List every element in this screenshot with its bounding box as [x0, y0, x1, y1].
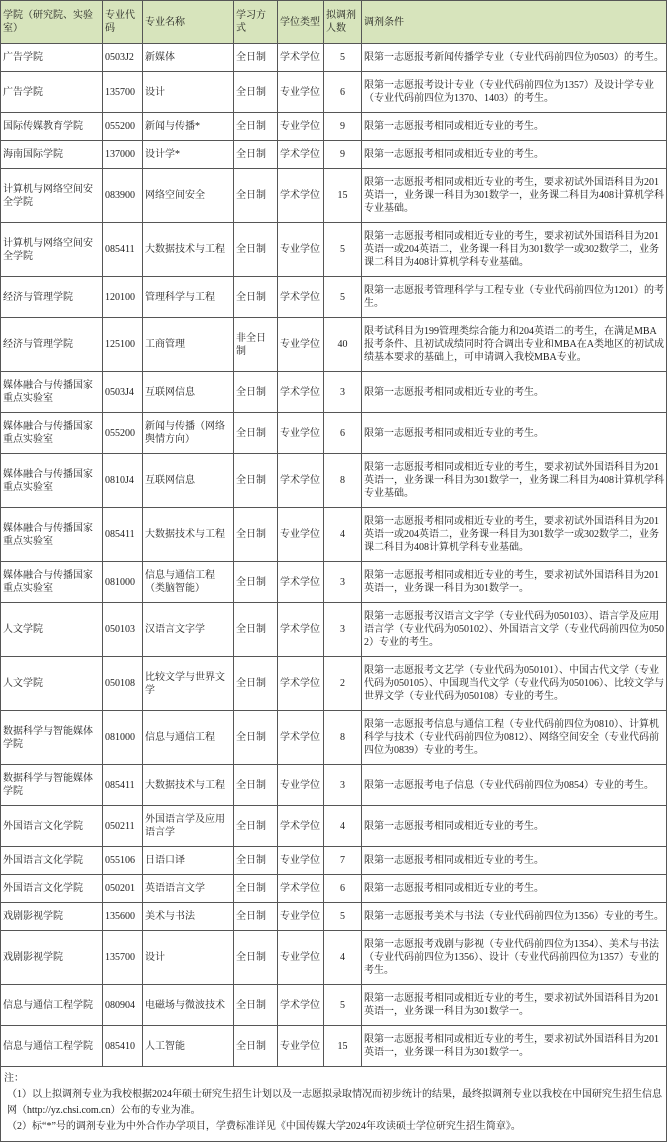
cell-study-mode: 全日制	[234, 765, 278, 806]
cell-degree-type: 学术学位	[278, 141, 324, 169]
cell-degree-type: 专业学位	[278, 765, 324, 806]
cell-major-code: 135700	[103, 931, 143, 985]
cell-degree-type: 专业学位	[278, 847, 324, 875]
table-row	[1, 875, 667, 903]
cell-study-mode: 全日制	[234, 985, 278, 1026]
cell-study-mode: 全日制	[234, 141, 278, 169]
cell-college: 广告学院	[1, 44, 103, 72]
cell-study-mode: 全日制	[234, 454, 278, 508]
cell-college: 经济与管理学院	[1, 277, 103, 318]
cell-major-code: 081000	[103, 711, 143, 765]
table-row	[1, 44, 667, 72]
cell-degree-type: 专业学位	[278, 903, 324, 931]
cell-degree-type: 学术学位	[278, 603, 324, 657]
cell-major-code: 120100	[103, 277, 143, 318]
cell-condition: 限第一志愿报考相同或相近专业的考生。	[362, 875, 667, 903]
cell-college: 信息与通信工程学院	[1, 985, 103, 1026]
table-row	[1, 318, 667, 372]
cell-condition: 限第一志愿报考相同或相近专业的考生。	[362, 413, 667, 454]
cell-quota: 8	[324, 711, 362, 765]
cell-college: 戏剧影视学院	[1, 931, 103, 985]
cell-condition: 限第一志愿报考相同或相近专业的考生，要求初试外国语科目为201英语一或204英语二，业务课一科目为301数学一或302数学二，业务课二科目为408计算机学科专业基础。	[362, 223, 667, 277]
cell-major-name: 设计	[143, 72, 234, 113]
cell-degree-type: 学术学位	[278, 454, 324, 508]
cell-major-name: 新媒体	[143, 44, 234, 72]
cell-major-code: 050201	[103, 875, 143, 903]
cell-degree-type: 学术学位	[278, 562, 324, 603]
cell-major-code: 055200	[103, 113, 143, 141]
cell-major-code: 055106	[103, 847, 143, 875]
cell-quota: 4	[324, 806, 362, 847]
cell-degree-type: 专业学位	[278, 223, 324, 277]
cell-degree-type: 专业学位	[278, 508, 324, 562]
cell-quota: 8	[324, 454, 362, 508]
table-row	[1, 903, 667, 931]
cell-college: 信息与通信工程学院	[1, 1026, 103, 1067]
cell-study-mode: 全日制	[234, 847, 278, 875]
cell-college: 媒体融合与传播国家重点实验室	[1, 413, 103, 454]
cell-major-name: 管理科学与工程	[143, 277, 234, 318]
cell-study-mode: 全日制	[234, 657, 278, 711]
cell-college: 媒体融合与传播国家重点实验室	[1, 372, 103, 413]
cell-study-mode: 全日制	[234, 1026, 278, 1067]
cell-condition: 限第一志愿报考戏剧与影视（专业代码前四位为1354）、美术与书法（专业代码前四位为1356）、设计（专业代码前四位为1357）专业的考生。	[362, 931, 667, 985]
cell-major-name: 设计学*	[143, 141, 234, 169]
col-header-major-name: 专业名称	[143, 1, 234, 44]
cell-major-code: 050103	[103, 603, 143, 657]
cell-major-name: 互联网信息	[143, 454, 234, 508]
cell-major-code: 0503J2	[103, 44, 143, 72]
cell-condition: 限第一志愿报考设计专业（专业代码前四位为1357）及设计学专业（专业代码前四位为1370、1403）的考生。	[362, 72, 667, 113]
cell-college: 外国语言文化学院	[1, 875, 103, 903]
cell-major-code: 085410	[103, 1026, 143, 1067]
cell-condition: 限第一志愿报考相同或相近专业的考生，要求初试外国语科目为201英语一，业务课一科目为301数学一。	[362, 1026, 667, 1067]
cell-major-code: 085411	[103, 765, 143, 806]
cell-major-code: 0810J4	[103, 454, 143, 508]
table-row	[1, 508, 667, 562]
col-header-degree-type: 学位类型	[278, 1, 324, 44]
cell-quota: 6	[324, 413, 362, 454]
cell-condition: 限考试科目为199管理类综合能力和204英语二的考生，在满足MBA报考条件、且初试成绩同时符合调出专业和MBA在A类地区的初试成绩基本要求的基础上，可申请调入我校MBA专业。	[362, 318, 667, 372]
cell-study-mode: 全日制	[234, 603, 278, 657]
cell-study-mode: 全日制	[234, 806, 278, 847]
cell-degree-type: 专业学位	[278, 113, 324, 141]
cell-study-mode: 非全日制	[234, 318, 278, 372]
cell-college: 经济与管理学院	[1, 318, 103, 372]
cell-condition: 限第一志愿报考管理科学与工程专业（专业代码前四位为1201）的考生。	[362, 277, 667, 318]
cell-major-name: 美术与书法	[143, 903, 234, 931]
cell-college: 媒体融合与传播国家重点实验室	[1, 454, 103, 508]
cell-quota: 5	[324, 277, 362, 318]
notes-label: 注：	[4, 1073, 24, 1084]
cell-degree-type: 学术学位	[278, 277, 324, 318]
cell-major-code: 137000	[103, 141, 143, 169]
cell-college: 广告学院	[1, 72, 103, 113]
cell-degree-type: 学术学位	[278, 875, 324, 903]
cell-major-code: 083900	[103, 169, 143, 223]
notes-cell	[1, 1067, 667, 1142]
table-footer	[1, 1067, 667, 1142]
table-row	[1, 806, 667, 847]
cell-quota: 15	[324, 1026, 362, 1067]
cell-study-mode: 全日制	[234, 277, 278, 318]
cell-college: 计算机与网络空间安全学院	[1, 223, 103, 277]
col-header-study-mode: 学习方式	[234, 1, 278, 44]
cell-degree-type: 学术学位	[278, 711, 324, 765]
cell-major-name: 大数据技术与工程	[143, 765, 234, 806]
table-body	[1, 44, 667, 1067]
table-row	[1, 277, 667, 318]
cell-study-mode: 全日制	[234, 113, 278, 141]
cell-quota: 40	[324, 318, 362, 372]
table-row	[1, 847, 667, 875]
cell-college: 数据科学与智能媒体学院	[1, 765, 103, 806]
col-header-condition: 调剂条件	[362, 1, 667, 44]
note-item-2: （2）标“*”号的调剂专业为中外合作办学项目，学费标准详见《中国传媒大学2024年攻读硕士学位研究生招生简章》。	[7, 1121, 521, 1132]
cell-college: 海南国际学院	[1, 141, 103, 169]
cell-degree-type: 学术学位	[278, 44, 324, 72]
cell-college: 媒体融合与传播国家重点实验室	[1, 562, 103, 603]
cell-study-mode: 全日制	[234, 508, 278, 562]
table-row	[1, 141, 667, 169]
cell-college: 人文学院	[1, 657, 103, 711]
table-row	[1, 223, 667, 277]
cell-study-mode: 全日制	[234, 169, 278, 223]
note-item-1: （1）以上拟调剂专业为我校根据2024年硕士研究生招生计划以及一志愿拟录取情况而初步统计的结果，最终拟调剂专业以我校在中国研究生招生信息网（http://yz.chsi.com.cn）公布的专业为准。	[7, 1089, 662, 1116]
cell-condition: 限第一志愿报考美术与书法（专业代码前四位为1356）专业的考生。	[362, 903, 667, 931]
cell-degree-type: 学术学位	[278, 806, 324, 847]
cell-condition: 限第一志愿报考相同或相近专业的考生。	[362, 372, 667, 413]
col-header-college: 学院（研究院、实验室）	[1, 1, 103, 44]
cell-college: 外国语言文化学院	[1, 806, 103, 847]
cell-major-name: 英语语言文学	[143, 875, 234, 903]
cell-quota: 3	[324, 765, 362, 806]
cell-college: 国际传媒教育学院	[1, 113, 103, 141]
cell-degree-type: 专业学位	[278, 318, 324, 372]
cell-major-code: 085411	[103, 508, 143, 562]
table-row	[1, 72, 667, 113]
cell-college: 计算机与网络空间安全学院	[1, 169, 103, 223]
cell-study-mode: 全日制	[234, 903, 278, 931]
table-row	[1, 931, 667, 985]
cell-condition: 限第一志愿报考相同或相近专业的考生，要求初试外国语科目为201英语一或204英语二，业务课一科目为301数学一或302数学二，业务课二科目为408计算机学科专业基础。	[362, 508, 667, 562]
table-row	[1, 603, 667, 657]
cell-major-code: 0503J4	[103, 372, 143, 413]
cell-quota: 4	[324, 931, 362, 985]
cell-major-name: 信息与通信工程	[143, 711, 234, 765]
table-row	[1, 169, 667, 223]
cell-major-code: 050211	[103, 806, 143, 847]
cell-major-name: 互联网信息	[143, 372, 234, 413]
cell-major-code: 055200	[103, 413, 143, 454]
cell-study-mode: 全日制	[234, 44, 278, 72]
table-row	[1, 562, 667, 603]
cell-condition: 限第一志愿报考相同或相近专业的考生，要求初试外国语科目为201英语一，业务课一科目为301数学一，业务课二科目为408计算机学科专业基础。	[362, 454, 667, 508]
cell-condition: 限第一志愿报考相同或相近专业的考生，要求初试外国语科目为201英语一，业务课一科目为301数学一。	[362, 985, 667, 1026]
table-row	[1, 657, 667, 711]
cell-quota: 5	[324, 44, 362, 72]
cell-major-name: 新闻与传播（网络舆情方向）	[143, 413, 234, 454]
cell-quota: 4	[324, 508, 362, 562]
cell-major-name: 比较文学与世界文学	[143, 657, 234, 711]
cell-quota: 15	[324, 169, 362, 223]
cell-quota: 6	[324, 72, 362, 113]
cell-condition: 限第一志愿报考相同或相近专业的考生。	[362, 806, 667, 847]
cell-condition: 限第一志愿报考相同或相近专业的考生。	[362, 847, 667, 875]
cell-degree-type: 学术学位	[278, 985, 324, 1026]
cell-major-code: 050108	[103, 657, 143, 711]
table-row	[1, 765, 667, 806]
cell-quota: 3	[324, 562, 362, 603]
cell-condition: 限第一志愿报考相同或相近专业的考生，要求初试外国语科目为201英语一，业务课一科目为301数学一，业务课二科目为408计算机学科专业基础。	[362, 169, 667, 223]
cell-major-code: 135700	[103, 72, 143, 113]
cell-major-code: 085411	[103, 223, 143, 277]
cell-college: 数据科学与智能媒体学院	[1, 711, 103, 765]
cell-major-code: 080904	[103, 985, 143, 1026]
cell-condition: 限第一志愿报考信息与通信工程（专业代码前四位为0810）、计算机科学与技术（专业代码前四位为0812）、网络空间安全（专业代码前四位为0839）专业的考生。	[362, 711, 667, 765]
cell-degree-type: 专业学位	[278, 413, 324, 454]
cell-condition: 限第一志愿报考相同或相近专业的考生。	[362, 113, 667, 141]
cell-major-name: 电磁场与微波技术	[143, 985, 234, 1026]
cell-study-mode: 全日制	[234, 413, 278, 454]
cell-quota: 2	[324, 657, 362, 711]
cell-major-code: 125100	[103, 318, 143, 372]
cell-study-mode: 全日制	[234, 931, 278, 985]
cell-quota: 9	[324, 141, 362, 169]
table-row	[1, 113, 667, 141]
cell-quota: 5	[324, 223, 362, 277]
cell-major-name: 日语口译	[143, 847, 234, 875]
cell-condition: 限第一志愿报考新闻传播学专业（专业代码前四位为0503）的考生。	[362, 44, 667, 72]
table-row	[1, 413, 667, 454]
cell-study-mode: 全日制	[234, 562, 278, 603]
cell-major-name: 人工智能	[143, 1026, 234, 1067]
cell-major-name: 工商管理	[143, 318, 234, 372]
cell-condition: 限第一志愿报考汉语言文字学（专业代码为050103）、语言学及应用语言学（专业代码为050102）、外国语言文学（专业代码前四位为0502）专业的考生。	[362, 603, 667, 657]
col-header-quota: 拟调剂人数	[324, 1, 362, 44]
cell-condition: 限第一志愿报考相同或相近专业的考生，要求初试外国语科目为201英语一，业务课一科目为301数学一。	[362, 562, 667, 603]
cell-degree-type: 学术学位	[278, 169, 324, 223]
notes-row	[1, 1067, 667, 1142]
cell-study-mode: 全日制	[234, 875, 278, 903]
cell-quota: 3	[324, 603, 362, 657]
cell-study-mode: 全日制	[234, 223, 278, 277]
cell-condition: 限第一志愿报考电子信息（专业代码前四位为0854）专业的考生。	[362, 765, 667, 806]
cell-quota: 3	[324, 372, 362, 413]
cell-quota: 5	[324, 985, 362, 1026]
cell-quota: 7	[324, 847, 362, 875]
table-row	[1, 372, 667, 413]
cell-condition: 限第一志愿报考相同或相近专业的考生。	[362, 141, 667, 169]
table-row	[1, 454, 667, 508]
header-row	[1, 1, 667, 44]
cell-major-name: 大数据技术与工程	[143, 223, 234, 277]
cell-major-name: 设计	[143, 931, 234, 985]
cell-study-mode: 全日制	[234, 72, 278, 113]
table-row	[1, 1026, 667, 1067]
cell-condition: 限第一志愿报考文艺学（专业代码为050101）、中国古代文学（专业代码为050105）、中国现当代文学（专业代码为050106）、比较文学与世界文学（专业代码为050108）专业的考生。	[362, 657, 667, 711]
cell-quota: 5	[324, 903, 362, 931]
cell-major-name: 新闻与传播*	[143, 113, 234, 141]
cell-degree-type: 专业学位	[278, 72, 324, 113]
cell-college: 媒体融合与传播国家重点实验室	[1, 508, 103, 562]
cell-degree-type: 学术学位	[278, 372, 324, 413]
cell-degree-type: 学术学位	[278, 657, 324, 711]
cell-college: 人文学院	[1, 603, 103, 657]
table-row	[1, 711, 667, 765]
cell-degree-type: 专业学位	[278, 1026, 324, 1067]
cell-quota: 9	[324, 113, 362, 141]
cell-major-name: 信息与通信工程（类脑智能）	[143, 562, 234, 603]
cell-major-name: 大数据技术与工程	[143, 508, 234, 562]
cell-degree-type: 专业学位	[278, 931, 324, 985]
cell-major-name: 汉语言文字学	[143, 603, 234, 657]
cell-study-mode: 全日制	[234, 711, 278, 765]
table-header	[1, 1, 667, 44]
table-row	[1, 985, 667, 1026]
col-header-major-code: 专业代码	[103, 1, 143, 44]
cell-major-name: 外国语言学及应用语言学	[143, 806, 234, 847]
cell-quota: 6	[324, 875, 362, 903]
cell-study-mode: 全日制	[234, 372, 278, 413]
cell-major-code: 135600	[103, 903, 143, 931]
cell-college: 外国语言文化学院	[1, 847, 103, 875]
cell-major-name: 网络空间安全	[143, 169, 234, 223]
cell-college: 戏剧影视学院	[1, 903, 103, 931]
cell-major-code: 081000	[103, 562, 143, 603]
